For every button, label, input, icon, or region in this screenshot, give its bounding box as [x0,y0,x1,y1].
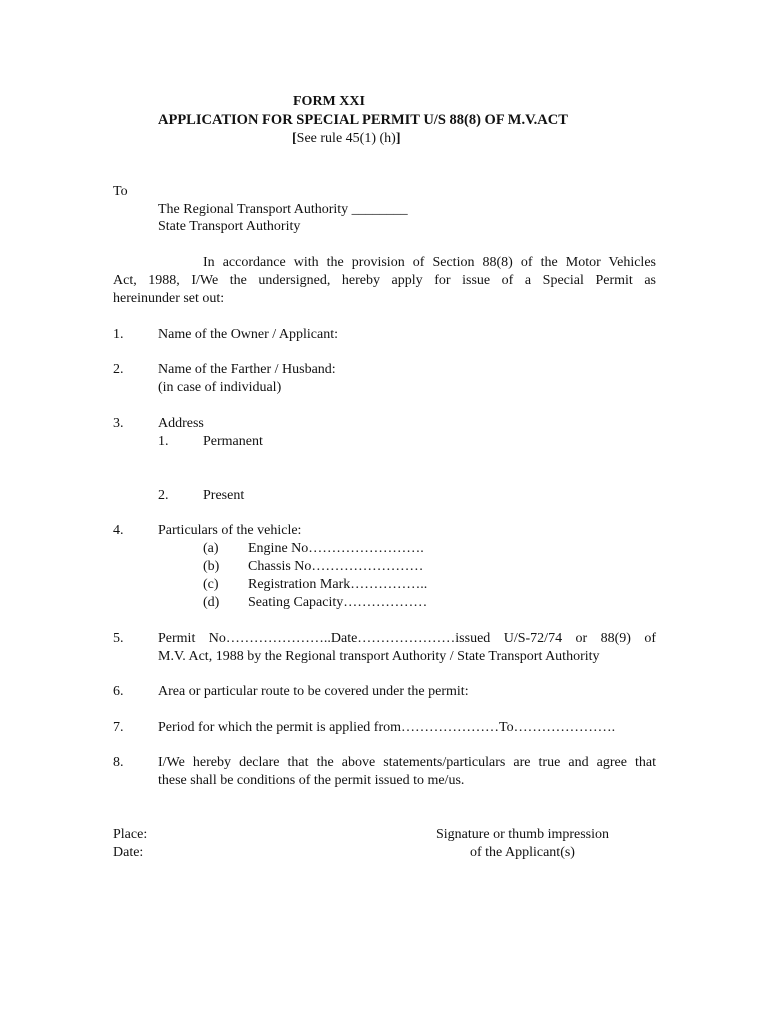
address-sub-1-number: 1. [158,434,169,449]
father-husband-label: Name of the Farther / Husband: [158,362,336,377]
vehicle-particulars-label: Particulars of the vehicle: [158,523,302,538]
rule-bracket-close: ] [395,131,401,146]
item-3-number: 3. [113,416,124,431]
intro-line-1: In accordance with the provision of Section 88(8) of the Motor Vehicles [203,255,656,270]
engine-tag: (a) [203,541,219,556]
signature-label-line-2: of the Applicant(s) [470,845,575,860]
present-address-label: Present [203,488,245,503]
period-field: Period for which the permit is applied from…………………To…………………. [158,720,616,735]
permit-no-line-2: M.V. Act, 1988 by the Regional transport Authority / State Transport Authority [158,649,600,664]
seating-tag: (d) [203,595,220,610]
chassis-no-field: Chassis No…………………… [248,559,424,574]
engine-no-field: Engine No……………………. [248,541,424,556]
seating-capacity-field: Seating Capacity……………… [248,595,428,610]
registration-mark-field: Registration Mark…………….. [248,577,428,592]
date-label: Date: [113,845,144,860]
permanent-address-label: Permanent [203,434,263,449]
addressee-line-2: State Transport Authority [158,219,301,234]
chassis-tag: (b) [203,559,220,574]
to-label: To [113,184,128,199]
item-5-number: 5. [113,631,124,646]
item-8-number: 8. [113,755,124,770]
route-label: Area or particular route to be covered under the permit: [158,684,469,699]
item-7-number: 7. [113,720,124,735]
intro-line-3: hereinunder set out: [113,291,225,306]
registration-tag: (c) [203,577,219,592]
address-label: Address [158,416,204,431]
form-number: FORM XXI [293,94,365,109]
declaration-line-1: I/We hereby declare that the above statements/particulars are true and agree that [158,755,656,770]
signature-label-line-1: Signature or thumb impression [435,827,610,842]
intro-line-2: Act, 1988, I/We the undersigned, hereby apply for issue of a Special Permit as [113,273,656,288]
owner-name-label: Name of the Owner / Applicant: [158,327,339,342]
rule-text: See rule 45(1) (h) [296,131,396,146]
rule-reference [292,130,400,148]
item-2-number: 2. [113,362,124,377]
permit-no-line-1: Permit No…………………..Date…………………issued U/S-72/74 or 88(9) of [158,631,656,646]
item-1-number: 1. [113,327,124,342]
declaration-line-2: these shall be conditions of the permit issued to me/us. [158,773,465,788]
item-6-number: 6. [113,684,124,699]
father-husband-note: (in case of individual) [158,380,282,395]
rule-bracket-open: [ [292,131,297,146]
address-sub-2-number: 2. [158,488,169,503]
place-label: Place: [113,827,148,842]
form-title: APPLICATION FOR SPECIAL PERMIT U/S 88(8) OF M.V.ACT [158,112,568,128]
item-4-number: 4. [113,523,124,538]
addressee-line-1: The Regional Transport Authority ________ [158,202,408,217]
